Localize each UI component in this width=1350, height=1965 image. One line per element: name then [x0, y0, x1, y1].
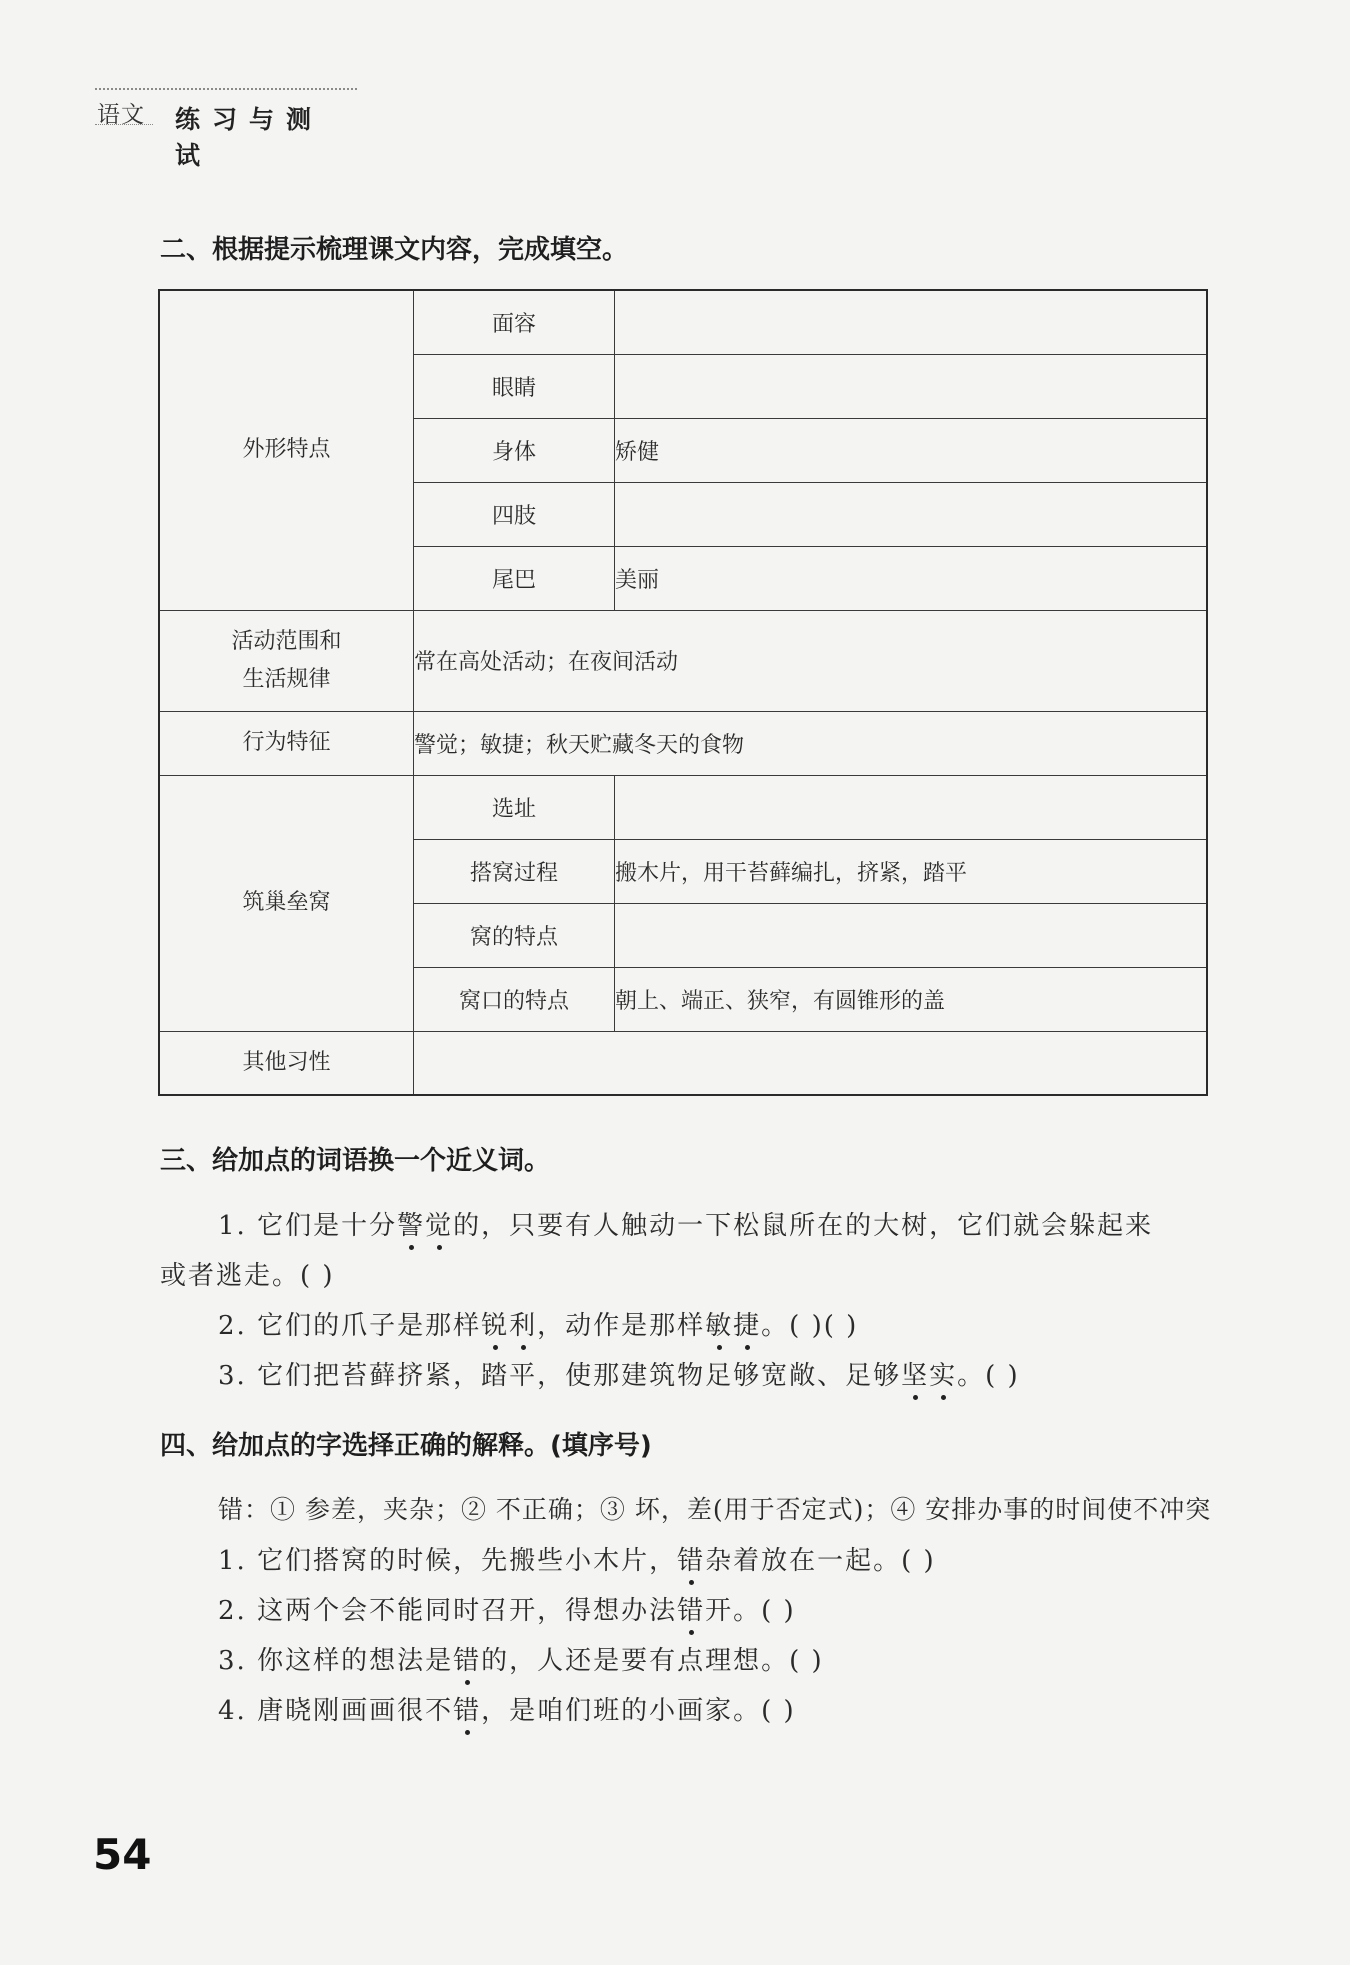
section-4-title: 四、给加点的字选择正确的解释。(填序号): [160, 1431, 652, 1461]
category-activity-line2: 生活规律: [242, 666, 331, 692]
table-row: [159, 610, 1207, 711]
answer-tail[interactable]: 美丽: [615, 546, 1208, 610]
sub-body: 身体: [414, 418, 615, 482]
dotted-char: 错: [677, 1596, 706, 1626]
s4-question-2: [218, 1590, 796, 1627]
answer-face[interactable]: [615, 290, 1208, 354]
dotted-char: 警: [397, 1211, 426, 1241]
dotted-char: 错: [677, 1546, 706, 1576]
answer-body[interactable]: 矫健: [615, 418, 1208, 482]
dotted-char: 错: [453, 1696, 482, 1726]
s4-question-3: [218, 1640, 824, 1677]
category-activity-line1: 活动范围和: [231, 628, 342, 654]
dotted-char: 锐: [481, 1311, 510, 1341]
s3-question-1-line1: [218, 1205, 1153, 1242]
dotted-char: 利: [509, 1311, 538, 1341]
table-row: [159, 290, 1207, 354]
answer-nest-feature[interactable]: [615, 903, 1208, 967]
book-title: 练习与测试: [175, 105, 324, 170]
sub-limbs: 四肢: [414, 482, 615, 546]
sub-eyes: 眼睛: [414, 354, 615, 418]
text: 的，人还是要有点理想。( ): [481, 1646, 824, 1676]
section-2-title: 二、根据提示梳理课文内容，完成填空。: [160, 235, 629, 265]
category-appearance: 外形特点: [159, 290, 414, 610]
dotted-char: 敏: [705, 1311, 734, 1341]
text: 。( ): [957, 1361, 1020, 1391]
answer-process[interactable]: 搬木片，用干苔藓编扎，挤紧，踏平: [615, 839, 1208, 903]
answer-other[interactable]: [414, 1031, 1208, 1095]
category-other: 其他习性: [159, 1031, 414, 1095]
content-table: [158, 289, 1208, 1096]
answer-limbs[interactable]: [615, 482, 1208, 546]
page-header: [95, 88, 357, 170]
text: 。( )( ): [761, 1311, 859, 1341]
sub-face: 面容: [414, 290, 615, 354]
sub-entrance: 窝口的特点: [414, 967, 615, 1031]
sub-site: 选址: [414, 775, 615, 839]
dotted-char: 错: [453, 1646, 482, 1676]
subject-underline: [95, 124, 153, 125]
text: 杂着放在一起。( ): [705, 1546, 936, 1576]
answer-site[interactable]: [615, 775, 1208, 839]
s4-question-4: [218, 1690, 796, 1727]
table-row: [159, 711, 1207, 775]
s3-question-2: [218, 1305, 858, 1342]
dotted-char: 捷: [733, 1311, 762, 1341]
subject-label: 语文: [97, 102, 145, 128]
category-behavior: 行为特征: [159, 711, 414, 775]
text: ，动作是那样: [537, 1311, 706, 1341]
table-row: [159, 1031, 1207, 1095]
answer-activity[interactable]: 常在高处活动；在夜间活动: [414, 610, 1208, 711]
sub-process: 搭窝过程: [414, 839, 615, 903]
answer-eyes[interactable]: [615, 354, 1208, 418]
text: 的，只要有人触动一下松鼠所在的大树，它们就会躲起来: [453, 1211, 1154, 1241]
text: 2. 这两个会不能同时召开，得想办法: [218, 1596, 678, 1626]
answer-entrance[interactable]: 朝上、端正、狭窄，有圆锥形的盖: [615, 967, 1208, 1031]
text: 2. 它们的爪子是那样: [218, 1311, 482, 1341]
page-number: 54: [93, 1830, 152, 1879]
text: ，是咱们班的小画家。( ): [481, 1696, 796, 1726]
text: 开。( ): [705, 1596, 796, 1626]
table-row: [159, 775, 1207, 839]
dotted-char: 坚: [901, 1361, 930, 1391]
text: 4. 唐晓刚画画很不: [218, 1696, 454, 1726]
s3-question-1-line2: 或者逃走。( ): [160, 1261, 335, 1291]
category-activity: [159, 610, 414, 711]
s3-question-3: [218, 1355, 1020, 1392]
s4-question-1: [218, 1540, 936, 1577]
category-nest: 筑巢垒窝: [159, 775, 414, 1031]
answer-behavior[interactable]: 警觉；敏捷；秋天贮藏冬天的食物: [414, 711, 1208, 775]
sub-tail: 尾巴: [414, 546, 615, 610]
sub-nest-feature: 窝的特点: [414, 903, 615, 967]
dotted-char: 实: [929, 1361, 958, 1391]
text: 3. 它们把苔藓挤紧，踏平，使那建筑物足够宽敞、足够: [218, 1361, 902, 1391]
section-3-title: 三、给加点的词语换一个近义词。: [160, 1146, 551, 1176]
dotted-char: 觉: [425, 1211, 454, 1241]
text: 1. 它们搭窝的时候，先搬些小木片，: [218, 1546, 678, 1576]
s4-definitions: 错：① 参差，夹杂；② 不正确；③ 坏，差(用于否定式)；④ 安排办事的时间使不冲突: [218, 1495, 1212, 1524]
text: 1. 它们是十分: [218, 1211, 398, 1241]
text: 3. 你这样的想法是: [218, 1646, 454, 1676]
